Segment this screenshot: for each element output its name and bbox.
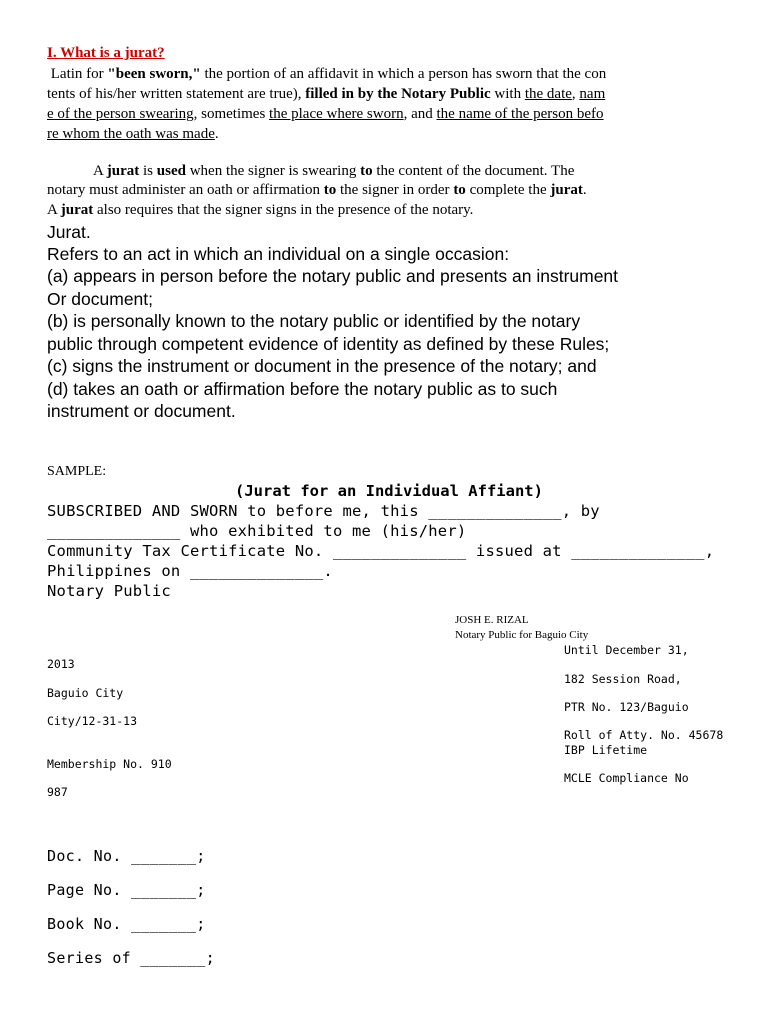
definition-line-1: Latin for "been sworn," the portion of an affidavit in which a person has sworn that the con <box>50 66 607 82</box>
book-number-line: Book No. _______; <box>47 915 206 933</box>
notary-detail-left: 2013 <box>47 657 75 671</box>
rules-line: Or document; <box>47 289 154 309</box>
form-line: SUBSCRIBED AND SWORN to before me, this ______________, by <box>47 502 600 520</box>
rules-line: Refers to an act in which an individual on a single occasion: <box>47 244 510 264</box>
notary-name: JOSH E. RIZAL <box>455 614 529 626</box>
page-number-line: Page No. _______; <box>47 881 206 899</box>
section-heading: I. What is a jurat? <box>47 45 165 61</box>
notary-detail-left: 987 <box>47 785 68 799</box>
form-line: Notary Public <box>47 582 171 600</box>
rules-line: (d) takes an oath or affirmation before the notary public as to such <box>47 379 558 399</box>
sample-label: SAMPLE: <box>47 464 107 479</box>
usage-line-2: notary must administer an oath or affirmation to the signer in order to complete the jurat. <box>47 182 587 198</box>
notary-detail-left: City/12-31-13 <box>47 714 138 728</box>
notary-detail: 182 Session Road, <box>564 672 682 686</box>
form-line: ______________ who exhibited to me (his/her) <box>47 522 467 540</box>
usage-line-1: A jurat is used when the signer is swearing to the content of the document. The <box>93 163 575 179</box>
notary-detail: Until December 31, <box>564 643 689 657</box>
rules-line: public through competent evidence of identity as defined by these Rules; <box>47 334 610 354</box>
rules-line: (a) appears in person before the notary public and presents an instrument <box>47 266 619 286</box>
notary-detail: MCLE Compliance No <box>564 771 689 785</box>
notary-detail-left: Membership No. 910 <box>47 757 172 771</box>
notary-detail-left: Baguio City <box>47 686 124 700</box>
definition-line-4: re whom the oath was made. <box>47 126 219 142</box>
form-line: Community Tax Certificate No. ______________ issued at ______________, <box>47 542 715 560</box>
form-line: Philippines on ______________. <box>47 562 333 580</box>
series-line: Series of _______; <box>47 949 215 967</box>
usage-line-3: A jurat also requires that the signer signs in the presence of the notary. <box>47 202 474 218</box>
notary-detail: PTR No. 123/Baguio <box>564 700 689 714</box>
rules-line: instrument or document. <box>47 401 236 421</box>
doc-number-line: Doc. No. _______; <box>47 847 206 865</box>
definition-line-3: e of the person swearing, sometimes the place where sworn, and the name of the person befo <box>47 106 604 122</box>
notary-detail: Roll of Atty. No. 45678 <box>564 728 724 742</box>
rules-line: Jurat. <box>47 222 91 242</box>
rules-line: (b) is personally known to the notary public or identified by the notary <box>47 311 581 331</box>
definition-line-2: tents of his/her written statement are true), filled in by the Notary Public with the date, nam <box>47 86 606 102</box>
form-title: (Jurat for an Individual Affiant) <box>235 482 543 500</box>
rules-line: (c) signs the instrument or document in the presence of the notary; and <box>47 356 597 376</box>
notary-title: Notary Public for Baguio City <box>455 629 589 641</box>
notary-detail: IBP Lifetime <box>564 743 648 757</box>
